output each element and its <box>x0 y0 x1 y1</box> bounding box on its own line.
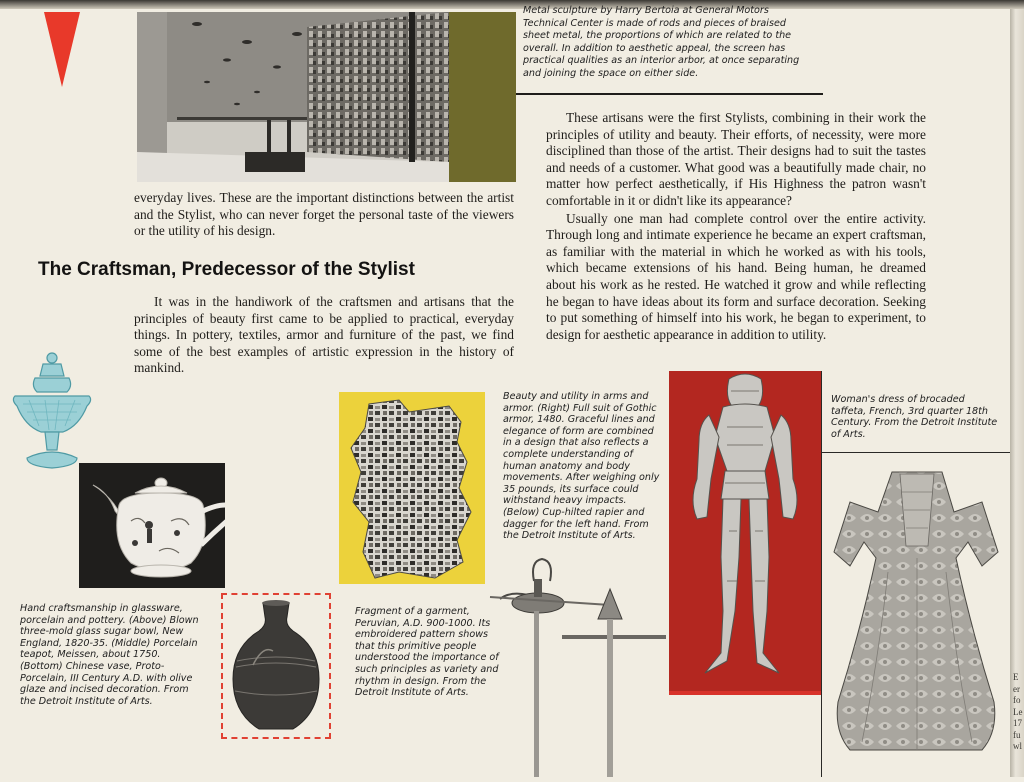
right-body-column <box>546 110 926 343</box>
bertoia-caption: Metal sculpture by Harry Bertoia at General Motors Technical Center is made of rods and pieces of braised sheet metal, the proportions of which are related to the overall. In addition to aesthetic appeal, the screen has practical qualities as an interior arbor, at once separating and joining the space on either side. <box>523 5 800 79</box>
right-paragraph-2: Usually one man had complete control over the entire activity. Through long and intimate experience he became an expert craftsman, as familiar with the material in which he worked as with his tools, which became extensions of his hand. Being human, he dreamed about his work as he rested. He watched it grow and while reflecting he began to have ideas about its form and surface decoration. Seeking to put something of himself into his work, he began to experiment, to design for aesthetic appearance in addition to utility. <box>546 210 926 342</box>
gothic-armor-photo <box>669 371 821 695</box>
dress-caption: Woman's dress of brocaded taffeta, French, 3rd quarter 18th Century. From the Detroit Institute of Arts. <box>831 394 998 440</box>
chinese-vase-image <box>223 595 329 737</box>
handcraft-caption: Hand craftsmanship in glassware, porcelain and pottery. (Above) Blown three-mold glass sugar bowl, New England, 1820-35. (Middle) Porcelain teapot, Meissen, about 1750. (Bottom) Chinese vase, Proto-Porcelain, III Century A.D. with olive glaze and incised decoration. From the Detroit Institute of Arts. <box>20 603 199 707</box>
top-edge-shadow <box>0 0 1024 9</box>
left-body-top: everyday lives. These are the important distinctions between the artist and the Stylist, who can never forget the personal taste of the viewers or the utility of his design. <box>134 190 514 239</box>
rapier-dagger-image <box>470 555 670 777</box>
left-body-section: It was in the handiwork of the craftsmen and artisans that the principles of beauty first came to be applied to practical, everyday things. In pottery, textiles, armor and furniture of the past, we find some of the best examples of artistic expression in the history of mankind. <box>134 294 514 376</box>
bertoia-screen-photo <box>137 12 449 182</box>
meissen-teapot-photo <box>79 463 225 588</box>
right-page-curl <box>1010 9 1024 777</box>
right-edge-letters: E er fo Le 17 fu wl <box>1013 672 1023 751</box>
olive-color-block <box>449 12 516 182</box>
right-paragraph-1: These artisans were the first Stylists, combining in their work the principles of utility and beauty. Their efforts, of necessity, were more disciplined than those of the artist. Their designs had to suit the tastes and needs of a customer. What good was a beautifully made chair, no matter how perfect aesthetically, if His Highness the patron wasn't comfortable in it or didn't like its appearance? <box>546 110 926 208</box>
peruvian-caption: Fragment of a garment, Peruvian, A.D. 900-1000. Its embroidered pattern shows that this primitive people understood the importance of such principles as variety and rhythm in design. From the Detroit Institute of Arts. <box>355 606 499 699</box>
section-heading: The Craftsman, Predecessor of the Stylist <box>38 259 415 280</box>
caption-rule <box>516 93 823 95</box>
peruvian-fragment-photo <box>339 392 485 584</box>
dress-caption-rule <box>821 452 1010 453</box>
red-triangle-marker <box>44 12 80 87</box>
chinese-vase-frame[interactable] <box>221 593 331 739</box>
brocade-dress-image <box>822 462 1010 756</box>
glass-sugar-bowl-image <box>9 350 95 472</box>
armor-caption: Beauty and utility in arms and armor. (Right) Full suit of Gothic armor, 1480. Graceful lines and elegance of form are combined in a design that also reflects a complete understanding of human anatomy and body movements. After weighing only 35 pounds, its surface could withstand heavy impacts. (Below) Cup-hilted rapier and dagger for the left hand. From the Detroit Institute of Arts. <box>503 391 660 542</box>
